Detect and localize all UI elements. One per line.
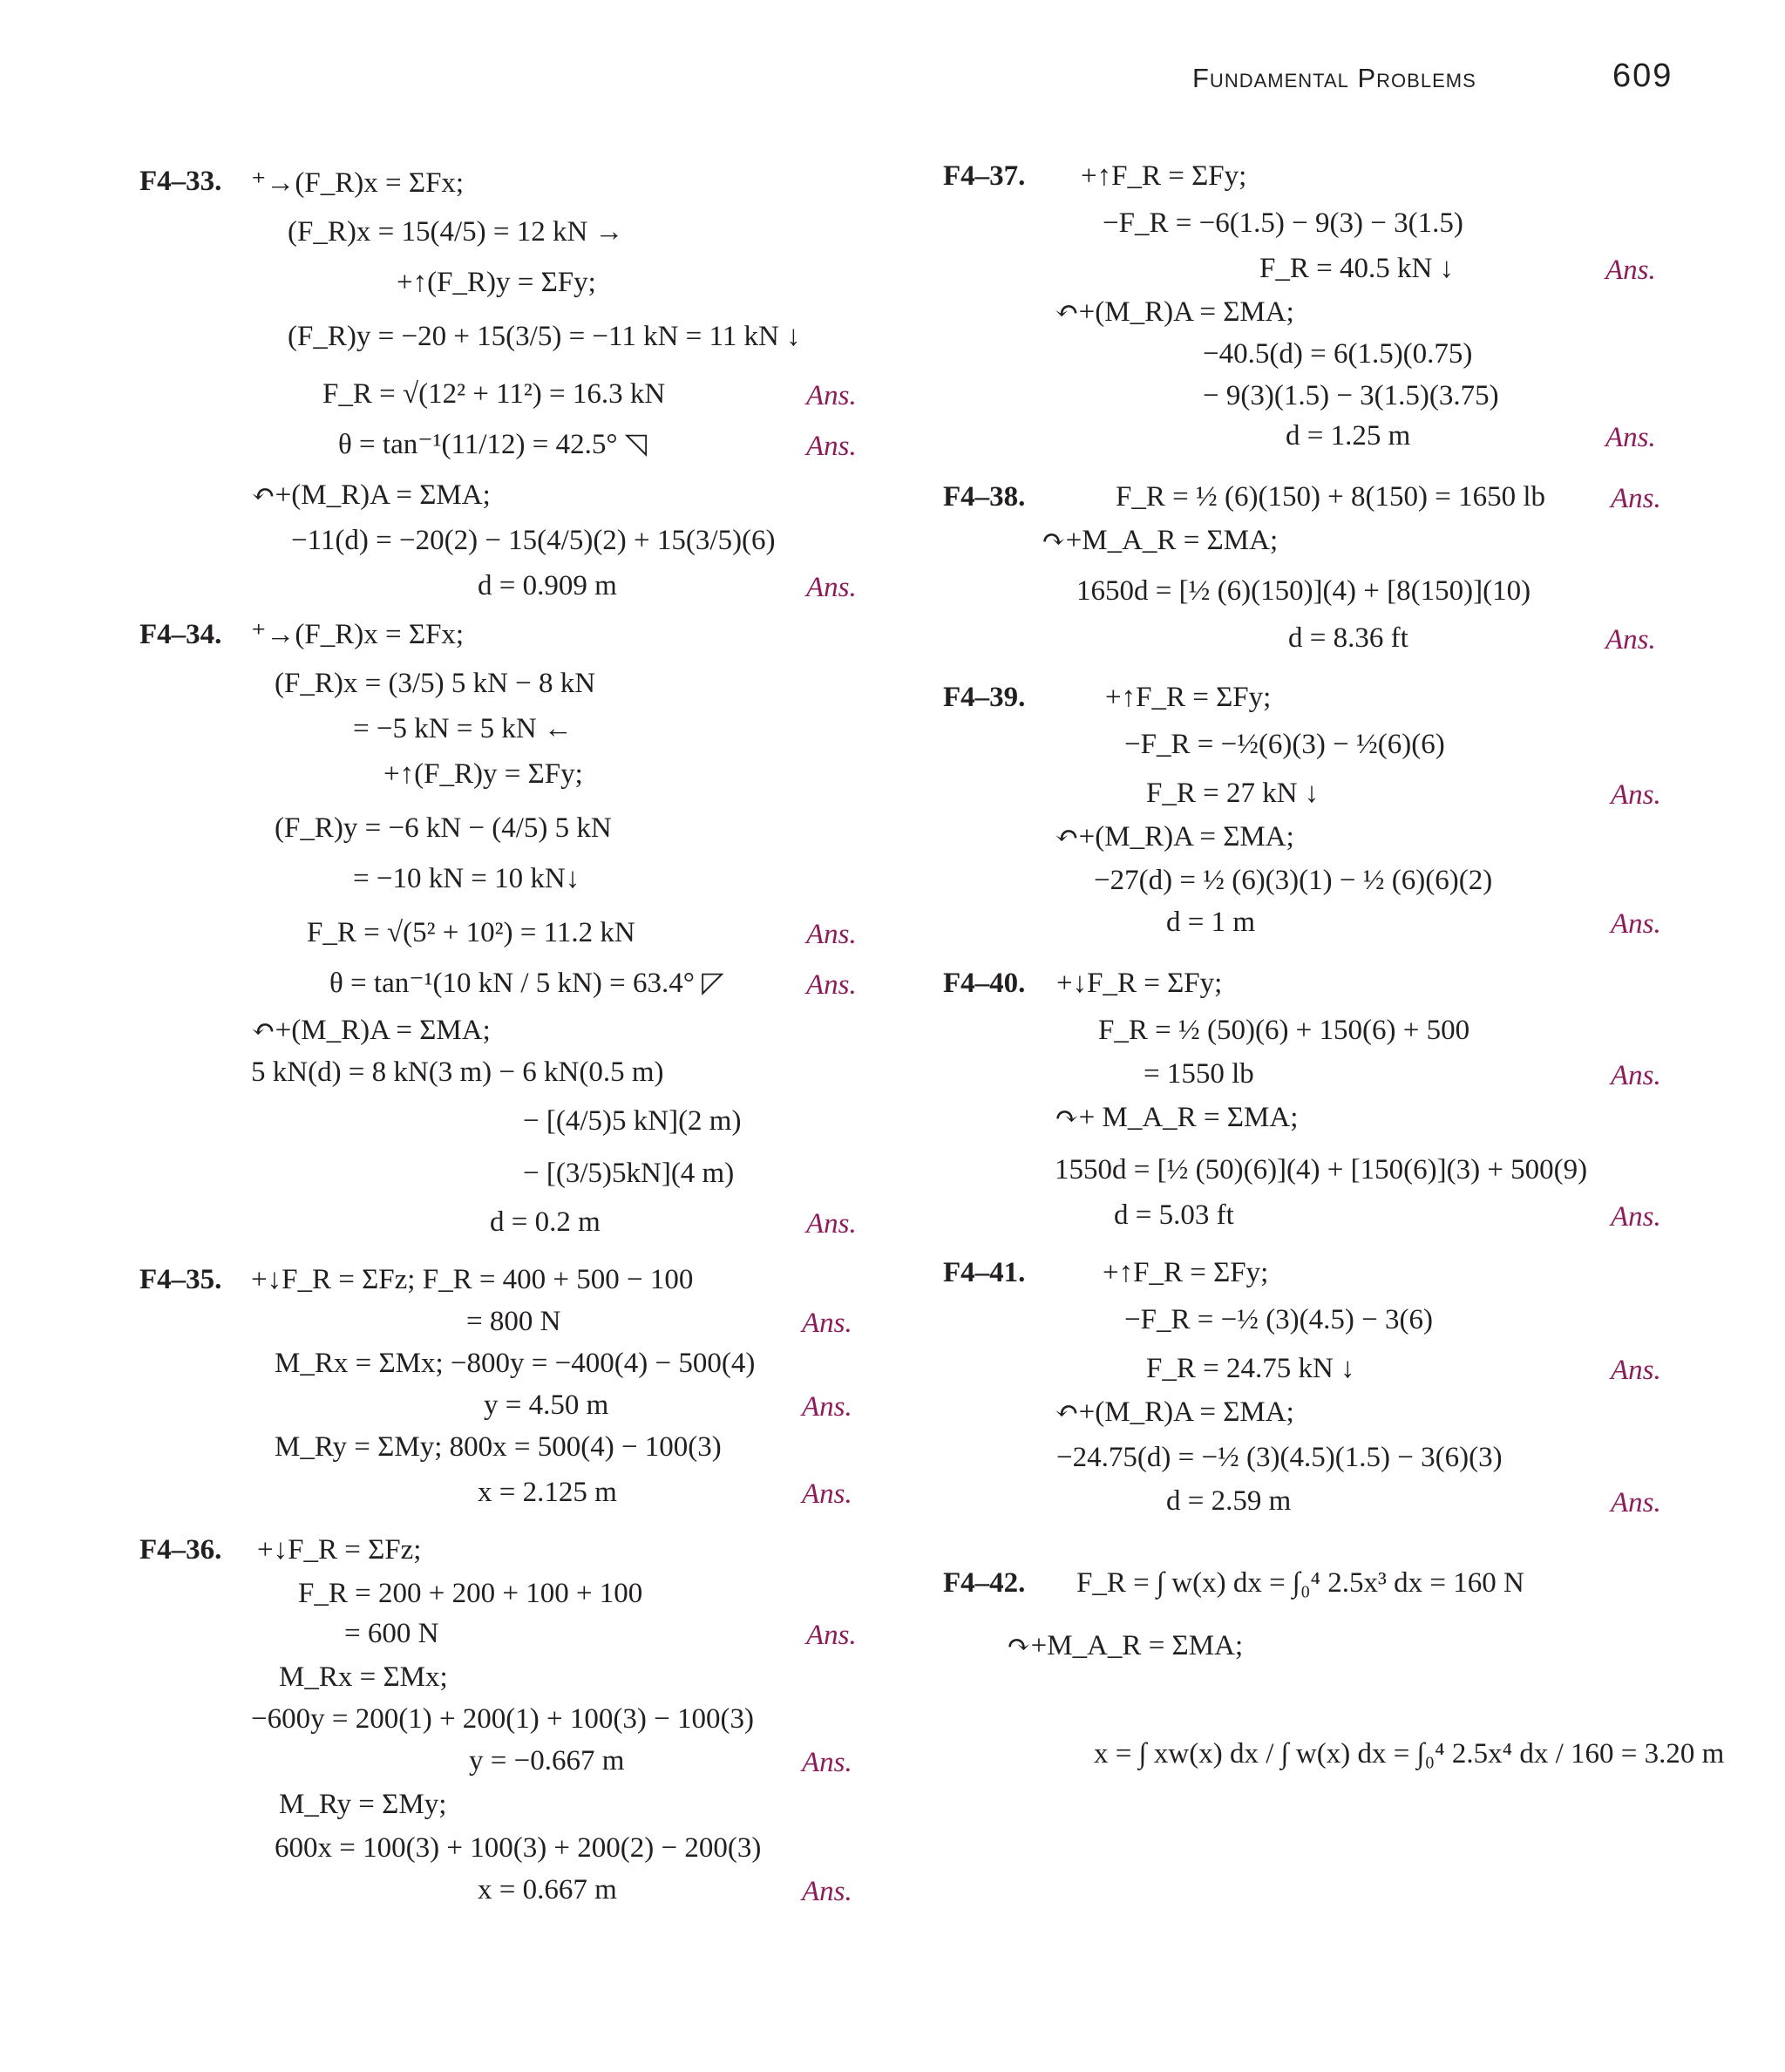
equation: ↶+(M_R)A = ΣMA; (1055, 821, 1294, 853)
answer-label: Ans. (1611, 1201, 1661, 1233)
equation: F_R = 24.75 kN ↓ (1146, 1353, 1355, 1384)
equation: −11(d) = −20(2) − 15(4/5)(2) + 15(3/5)(6) (291, 525, 776, 556)
equation: (F_R)x = 15(4/5) = 12 kN → (288, 216, 624, 248)
equation: −F_R = −½ (3)(4.5) − 3(6) (1124, 1304, 1433, 1335)
equation: +↓F_R = ΣFy; (1056, 968, 1223, 999)
equation: +↑F_R = ΣFy; (1081, 160, 1247, 192)
equation: (F_R)x = (3/5) 5 kN − 8 kN (275, 668, 596, 699)
equation: 1550d = [½ (50)(6)](4) + [150(6)](3) + 500(9) (1055, 1154, 1588, 1185)
answer-label: Ans. (806, 431, 857, 462)
equation: d = 0.909 m (478, 570, 617, 601)
problem-label: F4–37. (943, 160, 1026, 192)
equation: = 600 N (344, 1618, 439, 1649)
equation: ↶+(M_R)A = ΣMA; (1055, 296, 1294, 328)
answer-label: Ans. (1611, 1487, 1661, 1518)
equation: F_R = ½ (50)(6) + 150(6) + 500 (1098, 1015, 1470, 1046)
running-header: Fundamental Problems (1192, 63, 1476, 93)
equation: F_R = √(12² + 11²) = 16.3 kN (322, 378, 666, 410)
equation: y = −0.667 m (469, 1745, 625, 1776)
answer-label: Ans. (802, 1876, 852, 1907)
equation: ⁺→(F_R)x = ΣFx; (251, 619, 465, 650)
equation: F_R = 27 kN ↓ (1146, 778, 1320, 809)
answer-label: Ans. (806, 919, 857, 950)
answer-label: Ans. (1605, 255, 1656, 286)
equation: 600x = 100(3) + 100(3) + 200(2) − 200(3) (275, 1832, 762, 1864)
problem-label: F4–35. (139, 1264, 222, 1295)
equation: ↷+M_A_R = ΣMA; (1007, 1630, 1244, 1661)
equation: ↶+(M_R)A = ΣMA; (251, 479, 491, 511)
equation: ⁺→(F_R)x = ΣFx; (251, 167, 465, 199)
answer-label: Ans. (1611, 779, 1661, 811)
equation: d = 8.36 ft (1288, 622, 1408, 654)
equation: F_R = 40.5 kN ↓ (1259, 253, 1455, 284)
equation: θ = tan⁻¹(10 kN / 5 kN) = 63.4° ◸ (329, 968, 724, 999)
equation: M_Rx = ΣMx; −800y = −400(4) − 500(4) (275, 1348, 756, 1379)
equation: = −5 kN = 5 kN ← (353, 713, 573, 744)
equation: M_Rx = ΣMx; (279, 1661, 448, 1693)
equation: +↑(F_R)y = ΣFy; (397, 267, 596, 298)
equation: = −10 kN = 10 kN↓ (353, 863, 580, 894)
problem-label: F4–42. (943, 1567, 1026, 1599)
answer-label: Ans. (806, 969, 857, 1001)
equation: +↑F_R = ΣFy; (1103, 1257, 1269, 1288)
answer-label: Ans. (806, 1620, 857, 1651)
equation: +↑(F_R)y = ΣFy; (383, 758, 583, 790)
answer-label: Ans. (1611, 1060, 1661, 1091)
equation: −24.75(d) = −½ (3)(4.5)(1.5) − 3(6)(3) (1056, 1442, 1503, 1473)
equation: ↷+M_A_R = ΣMA; (1042, 525, 1279, 556)
problem-label: F4–39. (943, 682, 1026, 713)
equation: −600y = 200(1) + 200(1) + 100(3) − 100(3) (251, 1703, 754, 1735)
equation: ↶+(M_R)A = ΣMA; (1055, 1396, 1294, 1428)
equation: F_R = √(5² + 10²) = 11.2 kN (307, 917, 635, 948)
answer-label: Ans. (806, 1208, 857, 1240)
equation: d = 2.59 m (1166, 1485, 1292, 1517)
equation: 5 kN(d) = 8 kN(3 m) − 6 kN(0.5 m) (251, 1056, 664, 1088)
answer-label: Ans. (802, 1308, 852, 1339)
equation: − 9(3)(1.5) − 3(1.5)(3.75) (1203, 380, 1499, 411)
answer-label: Ans. (1605, 422, 1656, 453)
answer-label: Ans. (806, 380, 857, 411)
answer-label: Ans. (1611, 908, 1661, 940)
problem-label: F4–36. (139, 1534, 222, 1566)
problem-label: F4–40. (943, 968, 1026, 999)
equation: = 800 N (466, 1306, 561, 1337)
equation: F_R = ∫ w(x) dx = ∫₀⁴ 2.5x³ dx = 160 N (1076, 1567, 1524, 1599)
equation: x = 0.667 m (478, 1874, 617, 1906)
answer-label: Ans. (1605, 624, 1656, 656)
equation: M_Ry = ΣMy; 800x = 500(4) − 100(3) (275, 1431, 722, 1463)
problem-label: F4–33. (139, 166, 222, 197)
answer-label: Ans. (802, 1478, 852, 1510)
equation: d = 0.2 m (490, 1206, 601, 1238)
equation: (F_R)y = −20 + 15(3/5) = −11 kN = 11 kN ↓ (288, 321, 801, 352)
equation: (F_R)y = −6 kN − (4/5) 5 kN (275, 812, 612, 844)
equation: x = 2.125 m (478, 1477, 617, 1508)
equation: d = 5.03 ft (1114, 1199, 1234, 1231)
equation: d = 1 m (1166, 907, 1256, 938)
answer-label: Ans. (806, 572, 857, 603)
problem-label: F4–41. (943, 1257, 1026, 1288)
answer-label: Ans. (802, 1747, 852, 1778)
page-number: 609 (1612, 58, 1673, 94)
problem-label: F4–34. (139, 619, 222, 650)
equation: +↓F_R = ΣFz; F_R = 400 + 500 − 100 (251, 1264, 694, 1295)
equation: F_R = 200 + 200 + 100 + 100 (298, 1578, 643, 1609)
equation: −40.5(d) = 6(1.5)(0.75) (1203, 338, 1473, 370)
answer-label: Ans. (1611, 1355, 1661, 1386)
equation: +↓F_R = ΣFz; (257, 1534, 422, 1566)
equation: −27(d) = ½ (6)(3)(1) − ½ (6)(6)(2) (1094, 865, 1493, 896)
equation: y = 4.50 m (484, 1389, 609, 1421)
equation: −F_R = −6(1.5) − 9(3) − 3(1.5) (1103, 207, 1463, 239)
answer-label: Ans. (1611, 483, 1661, 514)
equation: −F_R = −½(6)(3) − ½(6)(6) (1124, 729, 1445, 760)
answer-label: Ans. (802, 1391, 852, 1423)
equation: ↶+(M_R)A = ΣMA; (251, 1015, 491, 1046)
equation: − [(4/5)5 kN](2 m) (523, 1105, 742, 1137)
equation: θ = tan⁻¹(11/12) = 42.5° ◹ (338, 429, 648, 460)
equation: = 1550 lb (1144, 1058, 1254, 1090)
equation: d = 1.25 m (1286, 420, 1411, 452)
equation: F_R = ½ (6)(150) + 8(150) = 1650 lb (1116, 481, 1546, 513)
equation: − [(3/5)5kN](4 m) (523, 1158, 735, 1189)
equation: ↷+ M_A_R = ΣMA; (1055, 1102, 1299, 1133)
problem-label: F4–38. (943, 481, 1026, 513)
equation: +↑F_R = ΣFy; (1105, 682, 1272, 713)
equation: 1650d = [½ (6)(150)](4) + [8(150)](10) (1076, 575, 1531, 607)
equation: x = ∫ xw(x) dx / ∫ w(x) dx = ∫₀⁴ 2.5x⁴ dx / 160 = 3.20 m (1094, 1738, 1725, 1770)
equation: M_Ry = ΣMy; (279, 1789, 447, 1820)
